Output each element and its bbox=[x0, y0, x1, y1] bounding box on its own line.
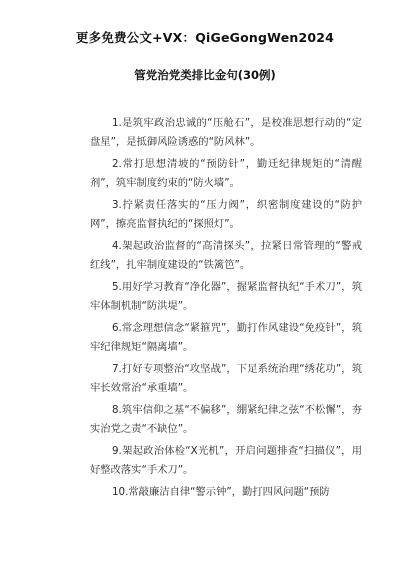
list-item: 5.用好学习教育“净化器”，握紧监督执纪“手术刀”，筑牢体制机制“防洪堤”。 bbox=[90, 281, 362, 313]
item-list bbox=[90, 114, 362, 505]
document-title: 管党治党类排比金句(30例) bbox=[134, 68, 276, 82]
list-item: 4.架起政治监督的“高清探头”，拉紧日常管理的“警戒红线”，扎牢制度建设的“铁篱笆”。 bbox=[90, 240, 362, 272]
list-item: 1.是筑牢政治忠诚的“压舱石”，是校准思想行动的“定盘星”，是抵御风险诱惑的“防风林”。 bbox=[90, 117, 362, 149]
list-item: 9.架起政治体检“X光机”，开启问题排查“扫描仪”，用好整改落实“手术刀”。 bbox=[90, 445, 362, 477]
list-item: 3.拧紧责任落实的“压力阀”，织密制度建设的“防护网”，擦亮监督执纪的“探照灯”。 bbox=[90, 199, 362, 231]
document-header: 更多免费公文+VX：QiGeGongWen2024 bbox=[75, 30, 335, 45]
list-item: 7.打好专项整治“攻坚战”，下足系统治理“绣花功”，筑牢长效常治“承重墙”。 bbox=[90, 363, 362, 395]
list-item: 6.常念理想信念“紧箍咒”，勤打作风建设“免疫针”，筑牢纪律规矩“隔离墙”。 bbox=[90, 322, 362, 354]
list-item: 8.筑牢信仰之基“不偏移”，绷紧纪律之弦“不松懈”，夯实治党之责“不缺位”。 bbox=[90, 404, 362, 436]
list-item: 10.常敲廉洁自律“警示钟”，勤打四风问题“预防 bbox=[112, 486, 330, 498]
list-item: 2.常打思想清坡的“预防针”，勤迁纪律规矩的“清醒剂”，筑牢制度约束的“防火墙”。 bbox=[90, 158, 362, 190]
